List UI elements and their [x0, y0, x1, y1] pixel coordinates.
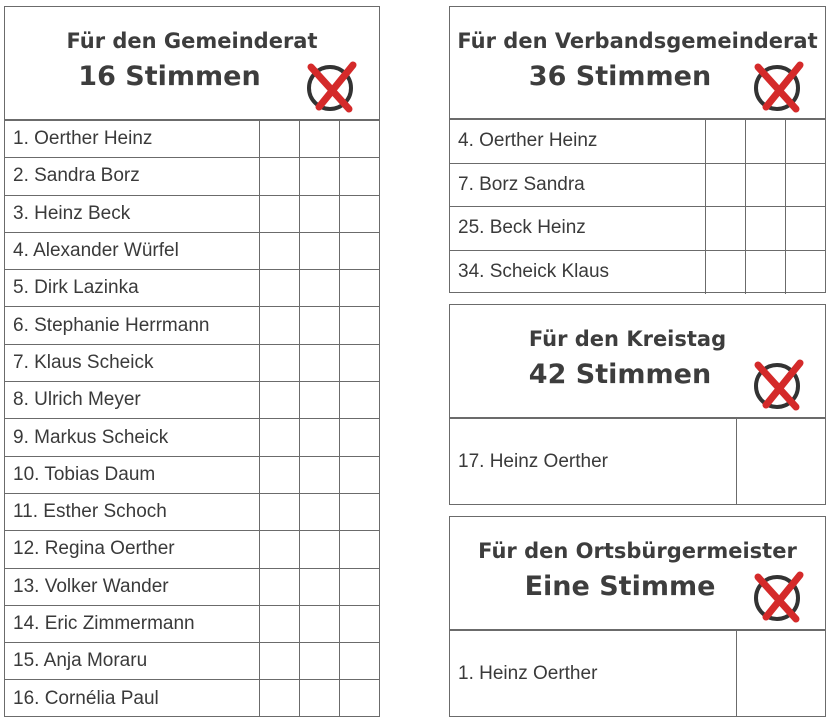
vote-box[interactable] [339, 680, 379, 717]
vote-box[interactable] [705, 250, 745, 294]
candidate-name: 4. Alexander Würfel [5, 232, 259, 269]
ortsbuergermeister-title: Für den Ortsbürgermeister [478, 539, 797, 563]
candidate-name: 2. Sandra Borz [5, 158, 259, 195]
vote-box[interactable] [299, 680, 339, 717]
ballot-cross-icon [752, 569, 808, 623]
vote-box[interactable] [339, 605, 379, 642]
kreistag-table [450, 418, 825, 505]
vote-box[interactable] [259, 680, 299, 717]
vote-box[interactable] [299, 232, 339, 269]
vote-box[interactable] [745, 120, 785, 164]
candidate-name: 12. Regina Oerther [5, 531, 259, 568]
candidate-row [5, 680, 379, 717]
candidate-row [450, 163, 825, 207]
verbandsgemeinderat-table [450, 119, 825, 294]
vote-box[interactable] [259, 643, 299, 680]
vote-box[interactable] [299, 456, 339, 493]
candidate-name: 7. Klaus Scheick [5, 344, 259, 381]
vote-box[interactable] [736, 631, 825, 717]
vote-box[interactable] [339, 568, 379, 605]
vote-box[interactable] [785, 120, 825, 164]
vote-box[interactable] [299, 493, 339, 530]
vote-box[interactable] [339, 307, 379, 344]
vote-box[interactable] [259, 419, 299, 456]
vote-box[interactable] [299, 344, 339, 381]
candidate-row [5, 307, 379, 344]
gemeinderat-table [5, 120, 379, 717]
vote-box[interactable] [339, 456, 379, 493]
candidate-row [5, 158, 379, 195]
candidate-row [5, 232, 379, 269]
vote-box[interactable] [339, 158, 379, 195]
candidate-name: 17. Heinz Oerther [450, 419, 736, 505]
vote-box[interactable] [339, 643, 379, 680]
vote-box[interactable] [339, 344, 379, 381]
candidate-name: 25. Beck Heinz [450, 207, 705, 251]
candidate-row [5, 195, 379, 232]
candidate-name: 15. Anja Moraru [5, 643, 259, 680]
candidate-row [5, 344, 379, 381]
ortsbuergermeister-votes: Eine Stimme [524, 571, 716, 602]
gemeinderat-votes: 16 Stimmen [78, 61, 261, 92]
candidate-name: 34. Scheick Klaus [450, 250, 705, 294]
vote-box[interactable] [259, 456, 299, 493]
candidate-name: 5. Dirk Lazinka [5, 270, 259, 307]
candidate-row [5, 382, 379, 419]
vote-box[interactable] [259, 270, 299, 307]
candidate-name: 10. Tobias Daum [5, 456, 259, 493]
vote-box[interactable] [259, 195, 299, 232]
vote-box[interactable] [736, 419, 825, 505]
ballot-cross-icon [752, 59, 808, 113]
vote-box[interactable] [259, 307, 299, 344]
vote-box[interactable] [259, 531, 299, 568]
candidate-name: 6. Stephanie Herrmann [5, 307, 259, 344]
kreistag-title: Für den Kreistag [528, 327, 727, 351]
vote-box[interactable] [259, 493, 299, 530]
ortsbuergermeister-table [450, 630, 825, 717]
candidate-name: 9. Markus Scheick [5, 419, 259, 456]
vote-box[interactable] [259, 605, 299, 642]
candidate-row [450, 120, 825, 164]
candidate-name: 4. Oerther Heinz [450, 120, 705, 164]
vote-box[interactable] [259, 568, 299, 605]
vote-box[interactable] [259, 382, 299, 419]
candidate-row [5, 531, 379, 568]
candidate-name: 8. Ulrich Meyer [5, 382, 259, 419]
vote-box[interactable] [705, 163, 745, 207]
candidate-row [5, 419, 379, 456]
candidate-name: 7. Borz Sandra [450, 163, 705, 207]
vote-box[interactable] [705, 207, 745, 251]
gemeinderat-panel [4, 6, 380, 717]
candidate-name: 3. Heinz Beck [5, 195, 259, 232]
candidate-row [450, 250, 825, 294]
verbandsgemeinderat-header [450, 7, 825, 119]
verbandsgemeinderat-panel [449, 6, 826, 293]
ortsbuergermeister-header [450, 517, 825, 630]
vote-box[interactable] [339, 121, 379, 158]
candidate-name: 13. Volker Wander [5, 568, 259, 605]
vote-box[interactable] [299, 531, 339, 568]
candidate-row [450, 207, 825, 251]
vote-box[interactable] [785, 163, 825, 207]
vote-box[interactable] [259, 232, 299, 269]
candidate-row [5, 270, 379, 307]
verbandsgemeinderat-title: Für den Verbandsgemeinderat [457, 29, 818, 53]
vote-box[interactable] [339, 270, 379, 307]
candidate-row [5, 643, 379, 680]
vote-box[interactable] [339, 232, 379, 269]
vote-box[interactable] [299, 121, 339, 158]
candidate-row [5, 121, 379, 158]
candidate-row [5, 456, 379, 493]
vote-box[interactable] [259, 344, 299, 381]
candidate-name: 14. Eric Zimmermann [5, 605, 259, 642]
kreistag-panel [449, 304, 826, 505]
vote-box[interactable] [259, 121, 299, 158]
vote-box[interactable] [705, 120, 745, 164]
vote-box[interactable] [299, 605, 339, 642]
candidate-row [5, 493, 379, 530]
gemeinderat-title: Für den Gemeinderat [66, 29, 318, 53]
vote-box[interactable] [259, 158, 299, 195]
vote-box[interactable] [299, 382, 339, 419]
gemeinderat-header [5, 7, 379, 120]
candidate-row [5, 568, 379, 605]
vote-box[interactable] [785, 250, 825, 294]
candidate-row [5, 605, 379, 642]
ortsbuergermeister-panel [449, 516, 826, 717]
candidate-row [450, 631, 825, 717]
candidate-name: 1. Oerther Heinz [5, 121, 259, 158]
vote-box[interactable] [299, 158, 339, 195]
vote-box[interactable] [339, 382, 379, 419]
kreistag-header [450, 305, 825, 418]
candidate-name: 1. Heinz Oerther [450, 631, 736, 717]
kreistag-votes: 42 Stimmen [528, 359, 712, 390]
vote-box[interactable] [339, 195, 379, 232]
vote-box[interactable] [299, 307, 339, 344]
candidate-name: 11. Esther Schoch [5, 493, 259, 530]
vote-box[interactable] [745, 207, 785, 251]
vote-box[interactable] [299, 643, 339, 680]
vote-box[interactable] [745, 250, 785, 294]
candidate-row [450, 419, 825, 505]
vote-box[interactable] [299, 568, 339, 605]
vote-box[interactable] [339, 493, 379, 530]
vote-box[interactable] [299, 419, 339, 456]
ballot-cross-icon [752, 357, 808, 411]
vote-box[interactable] [339, 531, 379, 568]
vote-box[interactable] [785, 207, 825, 251]
vote-box[interactable] [299, 270, 339, 307]
candidate-name: 16. Cornélia Paul [5, 680, 259, 717]
ballot-cross-icon [305, 59, 361, 113]
vote-box[interactable] [745, 163, 785, 207]
verbandsgemeinderat-votes: 36 Stimmen [528, 61, 712, 92]
vote-box[interactable] [339, 419, 379, 456]
vote-box[interactable] [299, 195, 339, 232]
